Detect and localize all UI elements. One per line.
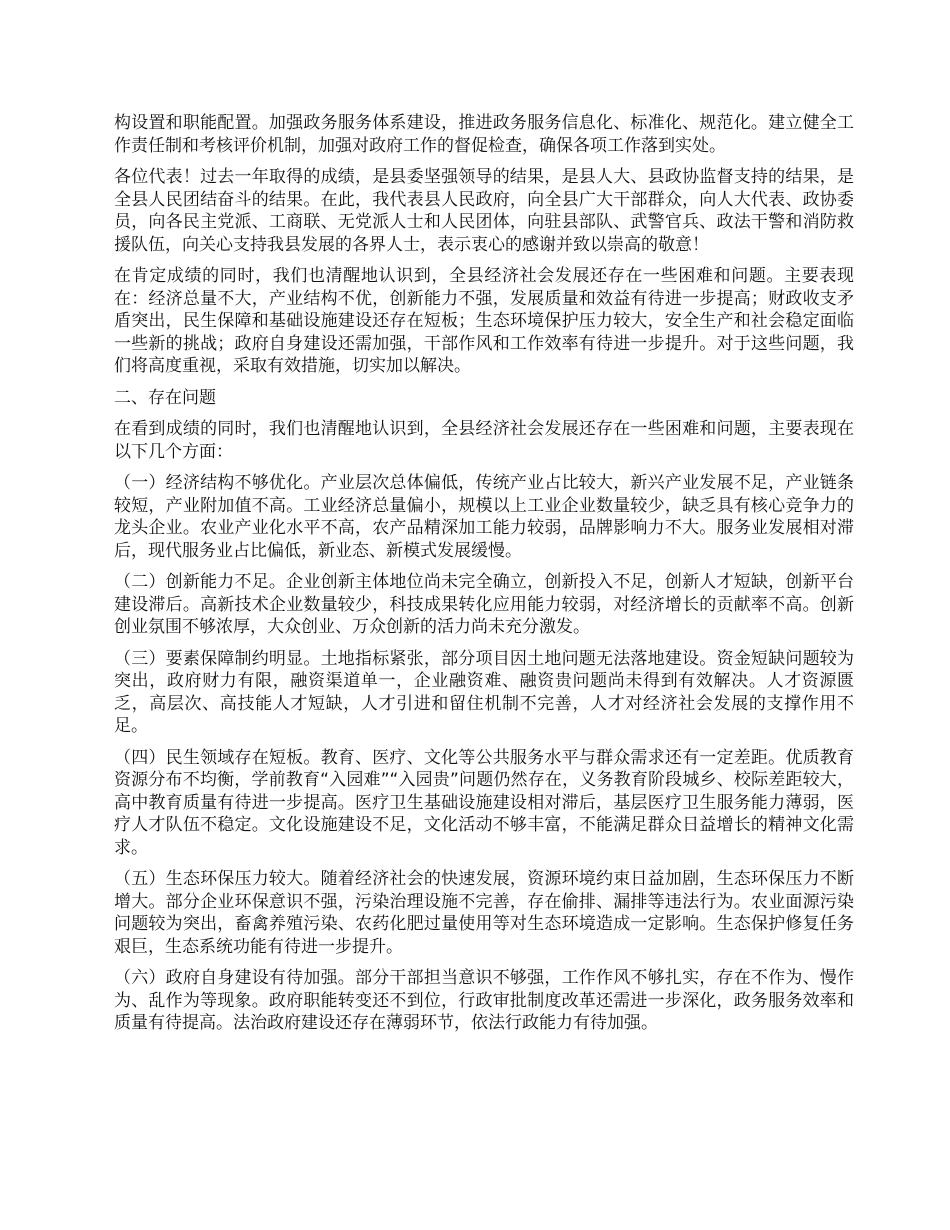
paragraph-economic-structure: （一）经济结构不够优化。产业层次总体偏低，传统产业占比较大，新兴产业发展不足，产业链条较短，产业附加值不高。工业经济总量偏小，规模以上工业企业数量较少，缺乏具有核心竞争力的龙头企业。农业产业化水平不高，农产品精深加工能力较弱，品牌影响力不大。服务业发展相对滞后，现代服务业占比偏低，新业态、新模式发展缓慢。: [114, 473, 854, 561]
paragraph-factor-constraints: （三）要素保障制约明显。土地指标紧张，部分项目因土地问题无法落地建设。资金短缺问题较为突出，政府财力有限，融资渠道单一，企业融资难、融资贵问题尚未得到有效解决。人才资源匮乏，高层次、高技能人才短缺，人才引进和留住机制不完善，人才对经济社会发展的支撑作用不足。: [114, 648, 854, 736]
paragraph-problems-summary: 在肯定成绩的同时，我们也清醒地认识到，全县经济社会发展还存在一些困难和问题。主要表现在：经济总量不大，产业结构不优，创新能力不强，发展质量和效益有待进一步提高；财政收支矛盾突出，民生保障和基础设施建设还存在短板；生态环境保护压力较大，安全生产和社会稳定面临一些新的挑战；政府自身建设还需加强，干部作风和工作效率有待进一步提升。对于这些问题，我们将高度重视，采取有效措施，切实加以解决。: [114, 266, 854, 376]
paragraph-problems-intro: 在看到成绩的同时，我们也清醒地认识到，全县经济社会发展还存在一些困难和问题，主要表现在以下几个方面：: [114, 419, 854, 462]
paragraph-acknowledgement: 各位代表！过去一年取得的成绩，是县委坚强领导的结果，是县人大、县政协监督支持的结果，是全县人民团结奋斗的结果。在此，我代表县人民政府，向全县广大干部群众，向人大代表、政协委员，向各民主党派、工商联、无党派人士和人民团体，向驻县部队、武警官兵、政法干警和消防救援队伍，向关心支持我县发展的各界人士，表示衷心的感谢并致以崇高的敬意！: [114, 167, 854, 255]
paragraph-innovation: （二）创新能力不足。企业创新主体地位尚未完全确立，创新投入不足，创新人才短缺，创新平台建设滞后。高新技术企业数量较少，科技成果转化应用能力较弱，对经济增长的贡献率不高。创新创业氛围不够浓厚，大众创业、万众创新的活力尚未充分激发。: [114, 572, 854, 637]
paragraph-livelihood: （四）民生领域存在短板。教育、医疗、文化等公共服务水平与群众需求还有一定差距。优质教育资源分布不均衡，学前教育“入园难”“入园贵”问题仍然存在，义务教育阶段城乡、校际差距较大，高中教育质量有待进一步提高。医疗卫生基础设施建设相对滞后，基层医疗卫生服务能力薄弱，医疗人才队伍不稳定。文化设施建设不足，文化活动不够丰富，不能满足群众日益增长的精神文化需求。: [114, 747, 854, 858]
paragraph-government-building: （六）政府自身建设有待加强。部分干部担当意识不够强，工作作风不够扎实，存在不作为、慢作为、乱作为等现象。政府职能转变还不到位，行政审批制度改革还需进一步深化，政务服务效率和质量有待提高。法治政府建设还存在薄弱环节，依法行政能力有待加强。: [114, 968, 854, 1033]
paragraph-ecology: （五）生态环保压力较大。随着经济社会的快速发展，资源环境约束日益加剧，生态环保压力不断增大。部分企业环保意识不强，污染治理设施不完善，存在偷排、漏排等违法行为。农业面源污染问题较为突出，畜禽养殖污染、农药化肥过量使用等对生态环境造成一定影响。生态保护修复任务艰巨，生态系统功能有待进一步提升。: [114, 869, 854, 957]
paragraph-intro-continuation: 构设置和职能配置。加强政务服务体系建设，推进政务服务信息化、标准化、规范化。建立健全工作责任制和考核评价机制，加强对政府工作的督促检查，确保各项工作落到实处。: [114, 113, 854, 156]
section-heading-problems: 二、存在问题: [114, 387, 216, 408]
